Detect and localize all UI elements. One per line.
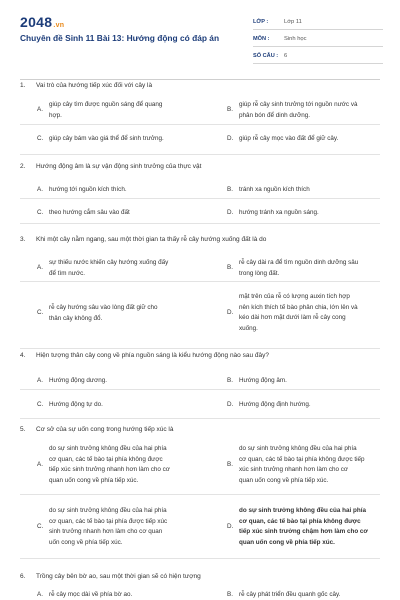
meta-key: LỚP : [253,19,269,25]
option-letter: A. [37,106,43,114]
question-prompt: Khi một cây nằm ngang, sau một thời gian ta thấy rễ cây hướng xuống đất là do [36,236,267,243]
option-text: theo hướng cắm sâu vào đất [49,209,130,216]
option-letter: B. [227,186,233,193]
option-text: giúp cây tìm được nguồn sáng để quang [49,101,163,108]
meta-value: Lớp 11 [284,19,302,25]
option-divider [20,348,380,349]
logo-suffix: .vn [53,22,65,29]
option-letter: A. [37,591,43,598]
option-text: giúp rễ cây mọc vào đất để giữ cây. [239,135,339,142]
option-text: rễ cây phát triển đều quanh gốc cây. [239,591,341,598]
option-letter: D. [227,209,234,216]
question-text [20,426,173,433]
answer-option-a[interactable] [37,590,202,600]
option-text: để tìm nước. [49,269,85,277]
option-text: Hướng động tự do. [49,401,103,408]
option-text: trong lòng đất. [239,269,280,277]
question-prompt: Hiện tượng thân cây cong về phía nguồn sáng là kiểu hướng động nào sau đây? [36,352,269,359]
option-letter: D. [227,308,234,316]
option-text: Hướng động định hướng. [239,401,311,408]
question-number: 6. [20,573,26,580]
answer-option-c[interactable] [37,208,202,219]
option-text: do sự sinh trưởng không đều của hai phía [49,445,167,452]
option-letter: D. [227,135,234,142]
question-number: 5. [20,426,26,433]
meta-value: Sinh học [284,36,307,42]
answer-option-a[interactable] [37,185,202,196]
answer-option-a[interactable] [37,258,202,279]
answer-option-d[interactable] [227,400,392,411]
option-letter: C. [37,522,44,530]
option-letter: D. [227,401,234,408]
option-text: xuống. [239,324,258,332]
question-text [20,236,266,243]
page-header [0,0,400,80]
answer-option-d[interactable] [227,208,392,219]
document-title: Chuyên đề Sinh 11 Bài 13: Hướng động có đáp án [20,33,220,43]
option-text: hướng tới nguồn kích thích. [49,186,127,193]
answer-option-c[interactable] [37,400,202,411]
answer-option-a[interactable] [37,376,202,387]
header-divider [20,79,380,80]
option-divider [20,124,380,125]
option-text: uốn cong về phía tiếp xúc. [49,538,123,546]
option-text: xúc sinh trưởng nhanh hơn làm cho cơ [239,466,349,473]
option-text: do sự sinh trưởng không đều của hai phía [239,507,366,514]
meta-value: 6 [284,53,288,59]
answer-option-c[interactable] [37,303,202,324]
question-text [20,352,269,359]
answer-option-b[interactable] [227,590,392,600]
question-prompt: Vai trò của hướng tiếp xúc đối với cây là [36,82,153,89]
answer-option-d[interactable] [227,506,392,548]
option-letter: C. [37,135,44,142]
option-text: rễ cây hướng sâu vào lòng đất giữ cho [49,304,158,311]
answer-option-d[interactable] [227,292,392,334]
option-divider [20,281,380,282]
option-letter: B. [227,460,233,468]
option-text: mặt trên của rễ có lượng auxin tích hợp [239,293,350,300]
option-text: phân bón để dinh dưỡng. [239,111,311,119]
option-letter: C. [37,401,44,408]
option-divider [20,223,380,224]
option-divider [20,558,380,559]
option-text: quan uốn cong về phía tiếp xúc. [239,538,335,546]
option-text: quan uốn cong về phía tiếp xúc. [239,476,329,484]
answer-option-c[interactable] [37,506,202,548]
option-divider [20,494,380,495]
option-text: cơ quan, các tế bào tại phía không được [239,517,361,525]
option-letter: A. [37,264,43,272]
meta-key: SỐ CÂU : [253,53,279,59]
option-letter: A. [37,377,43,384]
answer-option-b[interactable] [227,258,392,279]
option-text: giúp rễ cây sinh trưởng tới nguồn nước và [239,101,358,108]
question-text [20,573,201,580]
option-text: cơ quan, các tế bào tại phía không được [49,455,163,463]
option-letter: A. [37,460,43,468]
option-text: Hướng động âm. [239,377,287,384]
question-number: 2. [20,163,26,170]
meta-row-count [253,49,383,64]
option-letter: C. [37,309,44,317]
option-letter: D. [227,522,234,530]
option-text: tiếp xúc sinh trưởng chậm hơn làm cho cơ [239,528,368,535]
option-text: hợp. [49,111,62,119]
meta-row-grade [253,15,383,30]
option-text: sự thiếu nước khiến cây hướng xuống đấy [49,259,169,266]
question-number: 4. [20,352,26,359]
answer-option-b[interactable] [227,100,392,121]
option-text: rễ cây dài ra để tìm nguồn dinh dưỡng sâu [239,259,359,266]
option-letter: B. [227,106,233,114]
option-text: Hướng động dương. [49,377,108,384]
answer-option-d[interactable] [227,134,392,145]
option-letter: B. [227,377,233,384]
option-letter: B. [227,591,233,598]
meta-key: MÔN : [253,36,270,42]
option-text: tránh xa nguồn kích thích [239,186,310,193]
option-text: kéo dài hơn mặt dưới làm rễ cây cong [239,314,346,321]
meta-row-subject [253,32,383,47]
meta-panel [253,15,383,66]
logo-text: 2048 [20,14,53,30]
option-text: cơ quan, các tế bào tại phía được tiếp xúc [49,517,168,525]
option-text: thân cây không đổ. [49,314,103,322]
question-number: 3. [20,236,26,243]
site-logo[interactable] [20,14,64,30]
option-divider [20,389,380,390]
option-text: giúp cây bám vào giá thể để sinh trưởng. [49,135,164,142]
question-prompt: Cơ sở của sự uốn cong trong hướng tiếp xúc là [36,426,174,433]
option-text: hướng tránh xa nguồn sáng. [239,209,319,216]
answer-option-a[interactable] [37,100,202,121]
answer-option-b[interactable] [227,376,392,387]
option-text: sinh trưởng nhanh hơn làm cho cơ quan [49,528,163,535]
option-divider [20,418,380,419]
option-letter: B. [227,264,233,272]
option-text: rễ cây mọc dài về phía bờ ao. [49,591,133,598]
answer-option-a[interactable] [37,444,202,486]
option-text: do sự sinh trưởng không đều của hai phía [49,507,167,514]
question-prompt: Trồng cây bên bờ ao, sau một thời gian sẽ có hiện tượng [36,573,201,580]
option-text: quan uốn cong về phía tiếp xúc. [49,476,139,484]
answer-option-b[interactable] [227,444,392,486]
question-number: 1. [20,82,26,89]
option-text: cơ quan, các tế bào tại phía không được tiếp [239,455,365,463]
option-text: tiếp xúc sinh trưởng nhanh hơn làm cho cơ [49,466,170,473]
question-prompt: Hướng động âm là sự vận động sinh trưởng của thực vật [36,163,202,170]
option-divider [20,154,380,155]
option-letter: A. [37,186,43,193]
answer-option-b[interactable] [227,185,392,196]
answer-option-c[interactable] [37,134,202,145]
option-text: nên kích thích tế bào phân chia, lớn lên và [239,303,358,311]
question-text [20,163,201,170]
option-divider [20,198,380,199]
question-text [20,82,152,89]
option-text: do sự sinh trưởng không đều của hai phía [239,445,357,452]
option-letter: C. [37,209,44,216]
